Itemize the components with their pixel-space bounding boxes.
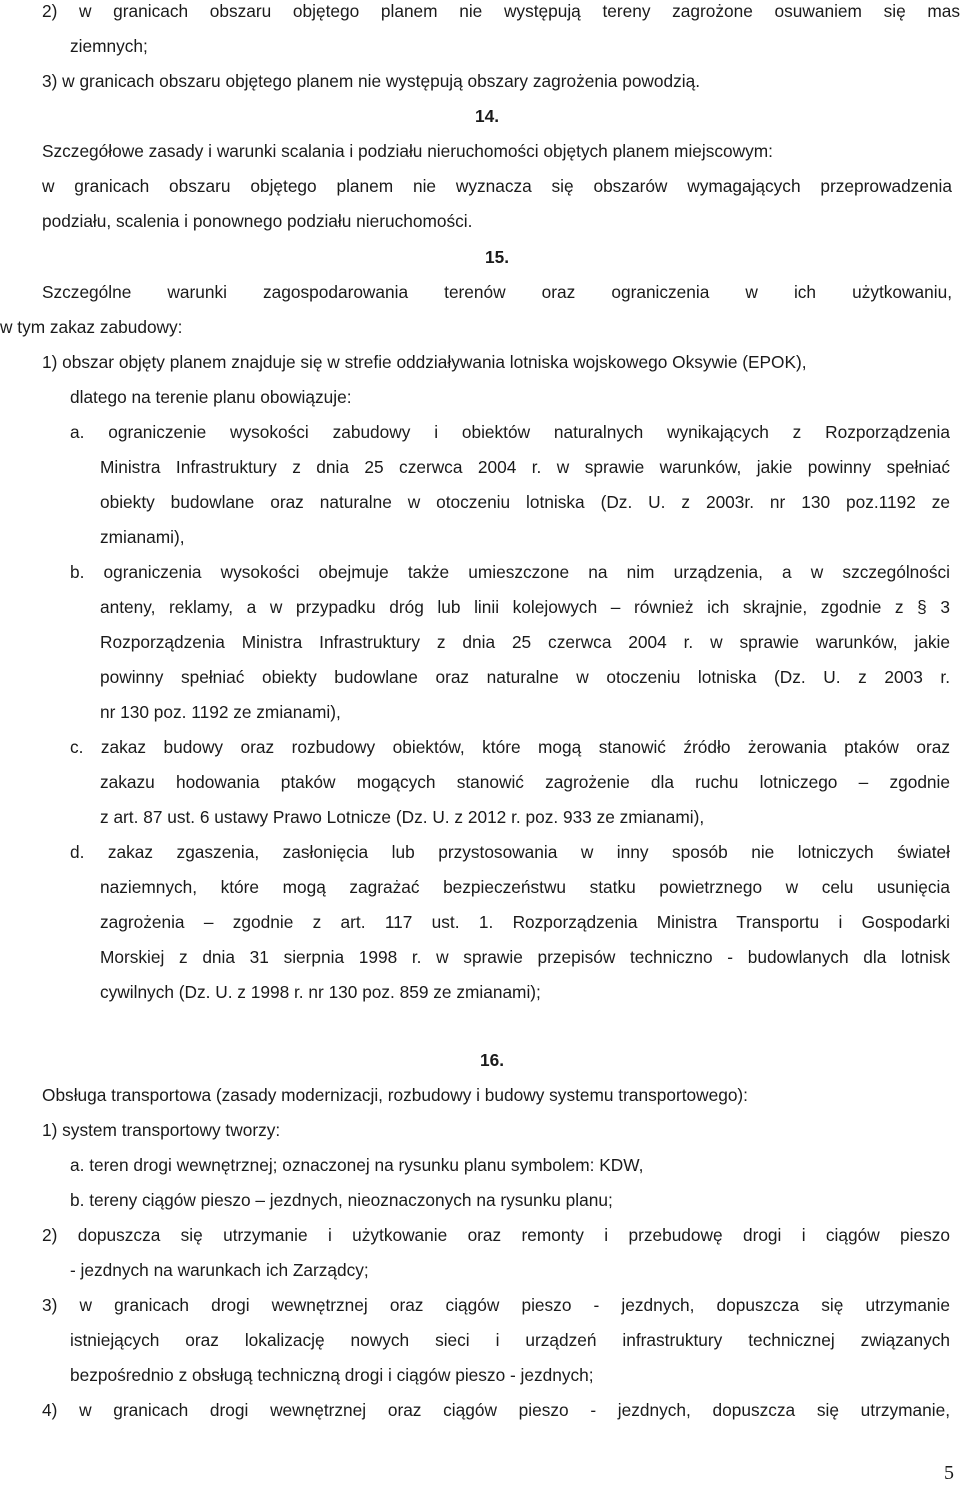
sub-item-c-line-3: z art. 87 ust. 6 ustawy Prawo Lotnicze (Dz. U. z 2012 r. poz. 933 ze zmianami), xyxy=(100,807,705,827)
section-heading-16: 16. xyxy=(480,1050,505,1070)
sub-item-d-line-2: naziemnych, które mogą zagrażać bezpieczeństwu statku powietrznego w celu usunięcia xyxy=(100,877,950,897)
sub-item-b-line-4: powinny spełniać obiekty budowlane oraz naturalne w otoczeniu lotniska (Dz. U. z 2003 r. xyxy=(100,667,950,687)
sub-item-b-line-5: nr 130 poz. 1192 ze zmianami), xyxy=(100,702,341,722)
sub-item-a-line-3: obiekty budowlane oraz naturalne w otoczeniu lotniska (Dz. U. z 2003r. nr 130 poz.1192 ze xyxy=(100,492,950,512)
sub-item-d-line-5: cywilnych (Dz. U. z 1998 r. nr 130 poz. 859 ze zmianami); xyxy=(100,982,541,1002)
list-item-2-line-1: 2) w granicach obszaru objętego planem nie występują tereny zagrożone osuwaniem się mas xyxy=(42,1,960,21)
section-16-item-1: 1) system transportowy tworzy: xyxy=(42,1120,281,1140)
list-item-2-line-2: ziemnych; xyxy=(70,36,148,56)
sub-item-b-line-2: anteny, reklamy, a w przypadku dróg lub linii kolejowych – również ich skrajnie, zgodnie z § 3 xyxy=(100,597,950,617)
section-16-sub-item-b: b. tereny ciągów pieszo – jezdnych, nieoznaczonych na rysunku planu; xyxy=(70,1190,613,1210)
sub-item-d-line-4: Morskiej z dnia 31 sierpnia 1998 r. w sprawie przepisów techniczno - budowlanych dla lotnisk xyxy=(100,947,950,967)
list-item-3: 3) w granicach obszaru objętego planem nie występują obszary zagrożenia powodzią. xyxy=(42,71,701,91)
section-16-item-3-line-1: 3) w granicach drogi wewnętrznej oraz ciągów pieszo - jezdnych, dopuszcza się utrzymanie xyxy=(42,1295,950,1315)
sub-item-a-line-1: a. ograniczenie wysokości zabudowy i obiektów naturalnych wynikających z Rozporządzenia xyxy=(70,422,950,442)
section-16-item-3-line-3: bezpośrednio z obsługą techniczną drogi i ciągów pieszo - jezdnych; xyxy=(70,1365,594,1385)
page-number: 5 xyxy=(944,1462,954,1484)
section-15-item-1-line-2: dlatego na terenie planu obowiązuje: xyxy=(70,387,352,407)
section-16-title: Obsługa transportowa (zasady modernizacji, rozbudowy i budowy systemu transportowego): xyxy=(42,1085,748,1105)
sub-item-c-line-2: zakazu hodowania ptaków mogących stanowić zagrożenie dla ruchu lotniczego – zgodnie xyxy=(100,772,950,792)
section-15-title-line-1: Szczególne warunki zagospodarowania terenów oraz ograniczenia w ich użytkowaniu, xyxy=(42,282,952,302)
section-16-sub-item-a: a. teren drogi wewnętrznej; oznaczonej na rysunku planu symbolem: KDW, xyxy=(70,1155,644,1175)
section-14-text-line-1: w granicach obszaru objętego planem nie wyznacza się obszarów wymagających przeprowadzenia xyxy=(42,176,952,196)
section-14-title: Szczegółowe zasady i warunki scalania i podziału nieruchomości objętych planem miejscowym: xyxy=(42,141,773,161)
section-14-text-line-2: podziału, scalenia i ponownego podziału nieruchomości. xyxy=(42,211,473,231)
section-16-item-4-line-1: 4) w granicach drogi wewnętrznej oraz ciągów pieszo - jezdnych, dopuszcza się utrzymanie, xyxy=(42,1400,950,1420)
sub-item-b-line-3: Rozporządzenia Ministra Infrastruktury z dnia 25 czerwca 2004 r. w sprawie warunków, jakie xyxy=(100,632,950,652)
sub-item-b-line-1: b. ograniczenia wysokości obejmuje także umieszczone na nim urządzenia, a w szczególności xyxy=(70,562,950,582)
section-16-item-2-line-2: - jezdnych na warunkach ich Zarządcy; xyxy=(70,1260,369,1280)
sub-item-a-line-4: zmianami), xyxy=(100,527,185,547)
section-16-item-2-line-1: 2) dopuszcza się utrzymanie i użytkowanie oraz remonty i przebudowę drogi i ciągów pieszo xyxy=(42,1225,950,1245)
section-15-title-line-2: w tym zakaz zabudowy: xyxy=(0,317,183,337)
section-15-item-1-line-1: 1) obszar objęty planem znajduje się w strefie oddziaływania lotniska wojskowego Oksywie (EPOK), xyxy=(42,352,807,372)
section-heading-15: 15. xyxy=(485,247,510,267)
sub-item-d-line-3: zagrożenia – zgodnie z art. 117 ust. 1. Rozporządzenia Ministra Transportu i Gospodarki xyxy=(100,912,950,932)
sub-item-a-line-2: Ministra Infrastruktury z dnia 25 czerwca 2004 r. w sprawie warunków, jakie powinny spełniać xyxy=(100,457,950,477)
sub-item-d-line-1: d. zakaz zgaszenia, zasłonięcia lub przystosowania w inny sposób nie lotniczych świateł xyxy=(70,842,950,862)
section-heading-14: 14. xyxy=(475,106,500,126)
section-16-item-3-line-2: istniejących oraz lokalizację nowych sieci i urządzeń infrastruktury technicznej związanych xyxy=(70,1330,950,1350)
sub-item-c-line-1: c. zakaz budowy oraz rozbudowy obiektów, które mogą stanowić źródło żerowania ptaków oraz xyxy=(70,737,950,757)
